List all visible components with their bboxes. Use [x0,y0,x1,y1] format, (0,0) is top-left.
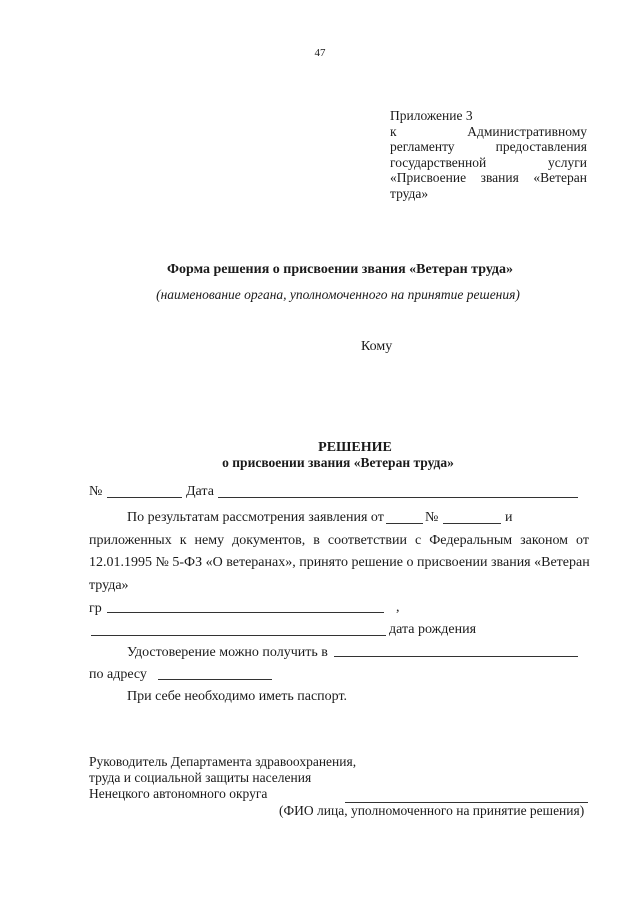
appendix-line: государственной услуги [390,154,587,170]
date-label: Дата [186,484,214,499]
birth-date-field[interactable] [91,635,386,636]
signature-caption: (ФИО лица, уполномоченного на принятие решения) [279,803,585,818]
appendix-line: регламенту предоставления [390,139,587,154]
birth-date-label: дата рождения [389,622,477,637]
appendix-line: Приложение 3 [390,108,473,123]
paragraph-no-label: № [425,510,439,525]
appendix-line: «Присвоение звания «Ветеран [390,170,587,185]
decision-heading: РЕШЕНИЕ [318,440,392,455]
paragraph-text: приложенных к нему документов, в соответствии с Федеральным законом от [89,533,589,548]
appendix-block [390,108,587,201]
recipient-label: Кому [361,339,393,354]
paragraph-text: 12.01.1995 № 5-ФЗ «О ветеранах», принято решение о присвоении звания «Ветеран [89,555,590,570]
paragraph-text: По результатам рассмотрения заявления от [127,510,384,525]
paragraph-and-label: и [505,510,513,525]
number-field[interactable] [107,497,182,498]
application-number-field[interactable] [443,523,501,524]
appendix-line: труда» [390,185,429,201]
address-label: по адресу [89,667,147,682]
citizen-label: гр [89,601,102,616]
form-subtitle: (наименование органа, уполномоченного на принятие решения) [156,287,520,302]
signature-title-line: труда и социальной защиты населения [89,770,312,785]
application-date-field[interactable] [386,523,423,524]
date-field[interactable] [218,497,578,498]
paragraph-text: труда» [89,578,129,593]
certificate-place-field[interactable] [334,656,578,657]
number-label: № [89,484,103,499]
passport-text: При себе необходимо иметь паспорт. [127,689,348,704]
form-title: Форма решения о присвоении звания «Ветеран труда» [166,262,514,277]
address-field[interactable] [158,679,272,680]
citizen-name-field[interactable] [107,612,384,613]
certificate-text: Удостоверение можно получить в [127,645,328,660]
signature-title-line: Ненецкого автономного округа [89,786,268,801]
page-number: 47 [314,47,326,59]
decision-subheading: о присвоении звания «Ветеран труда» [222,455,454,470]
citizen-comma: , [396,600,400,615]
appendix-line: к Административному [390,123,587,139]
signature-title-line: Руководитель Департамента здравоохранения, [89,754,357,769]
